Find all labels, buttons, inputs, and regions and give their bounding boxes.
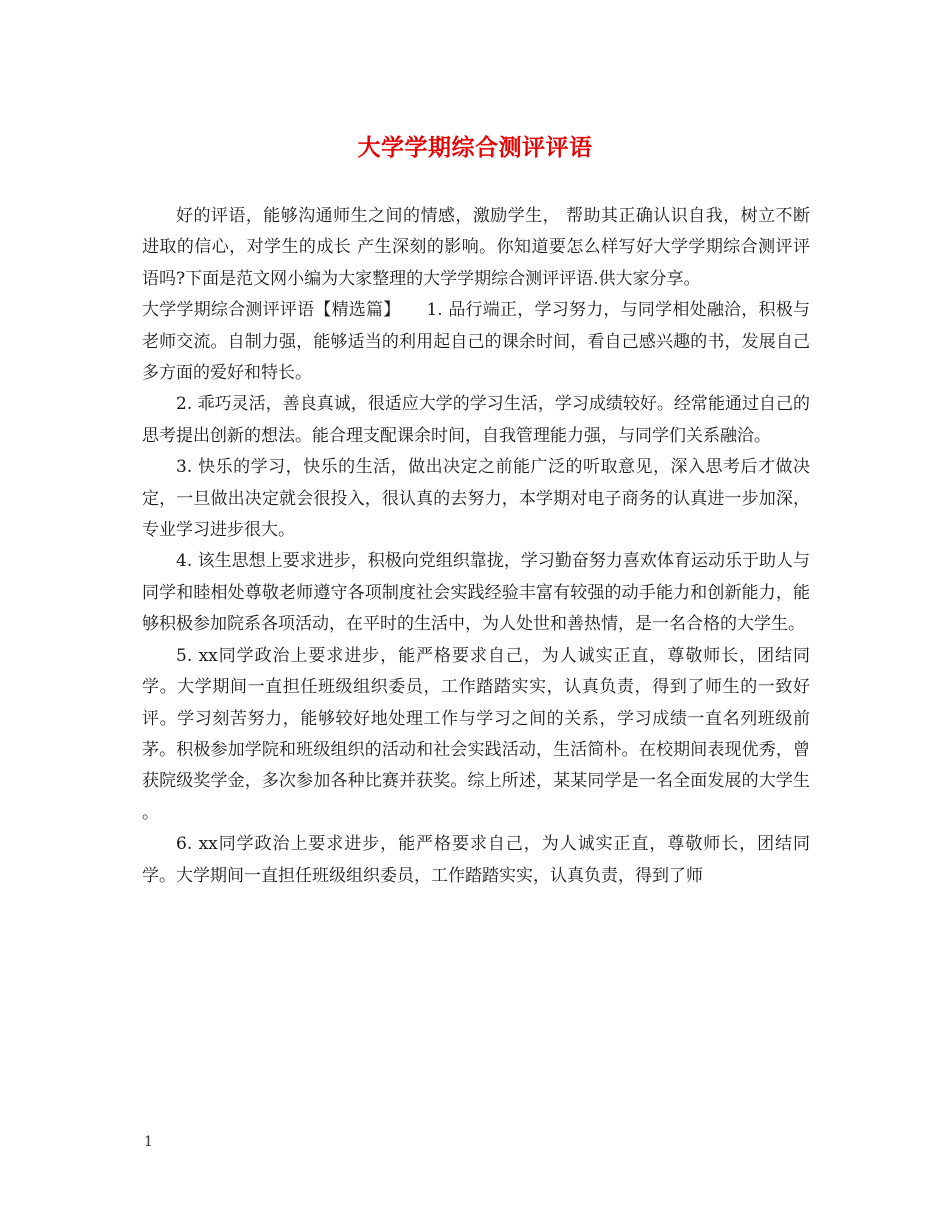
- paragraph-item-2: 2. 乖巧灵活，善良真诚，很适应大学的学习生活，学习成绩较好。经常能通过自己的思考提出创新的想法。能合理支配课余时间，自我管理能力强，与同学们关系融洽。: [142, 394, 810, 446]
- document-title: 大学学期综合测评评语: [357, 134, 593, 161]
- paragraph-item-6: 6. xx同学政治上要求进步，能严格要求自己，为人诚实正直，尊敬师长，团结同学。大学期间一直担任班级组织委员，工作踏踏实实，认真负责，得到了师: [142, 834, 810, 886]
- paragraph-item-4: 4. 该生思想上要求进步，积极向党组织靠拢，学习勤奋努力喜欢体育运动乐于助人与同学和睦相处尊敬老师遵守各项制度社会实践经验丰富有较强的动手能力和创新能力，能够积极参加院系各项活动，在平时的生活中，为人处世和善热情，是一名合格的大学生。: [142, 551, 810, 635]
- document-body: [142, 201, 810, 892]
- paragraph-intro: 好的评语，能够沟通师生之间的情感，激励学生， 帮助其正确认识自我，树立不断进取的信心，对学生的成长 产生深刻的影响。你知道要怎么样写好大学学期综合测评评语吗?下面是范文网小编为大家整理的大学学期综合测评评语.供大家分享。: [142, 206, 810, 289]
- paragraph-item-1: 大学学期综合测评评语【精选篇】 1. 品行端正，学习努力，与同学相处融洽，积极与老师交流。自制力强，能够适当的利用起自己的课余时间，看自己感兴趣的书，发展自己多方面的爱好和特长。: [142, 300, 810, 384]
- page-number: 1: [144, 1134, 153, 1150]
- paragraph-item-5: 5. xx同学政治上要求进步，能严格要求自己，为人诚实正直，尊敬师长，团结同学。大学期间一直担任班级组织委员，工作踏踏实实，认真负责，得到了师生的一致好评。学习刻苦努力，能够较好地处理工作与学习之间的关系，学习成绩一直名列班级前茅。积极参加学院和班级组织的活动和社会实践活动，生活简朴。在校期间表现优秀，曾获院级奖学金，多次参加各种比赛并获奖。综上所述，某某同学是一名全面发展的大学生 。: [142, 645, 810, 823]
- paragraph-item-3: 3. 快乐的学习，快乐的生活，做出决定之前能广泛的听取意见，深入思考后才做决定，一旦做出决定就会很投入，很认真的去努力，本学期对电子商务的认真进一步加深，专业学习进步很大。: [142, 457, 810, 541]
